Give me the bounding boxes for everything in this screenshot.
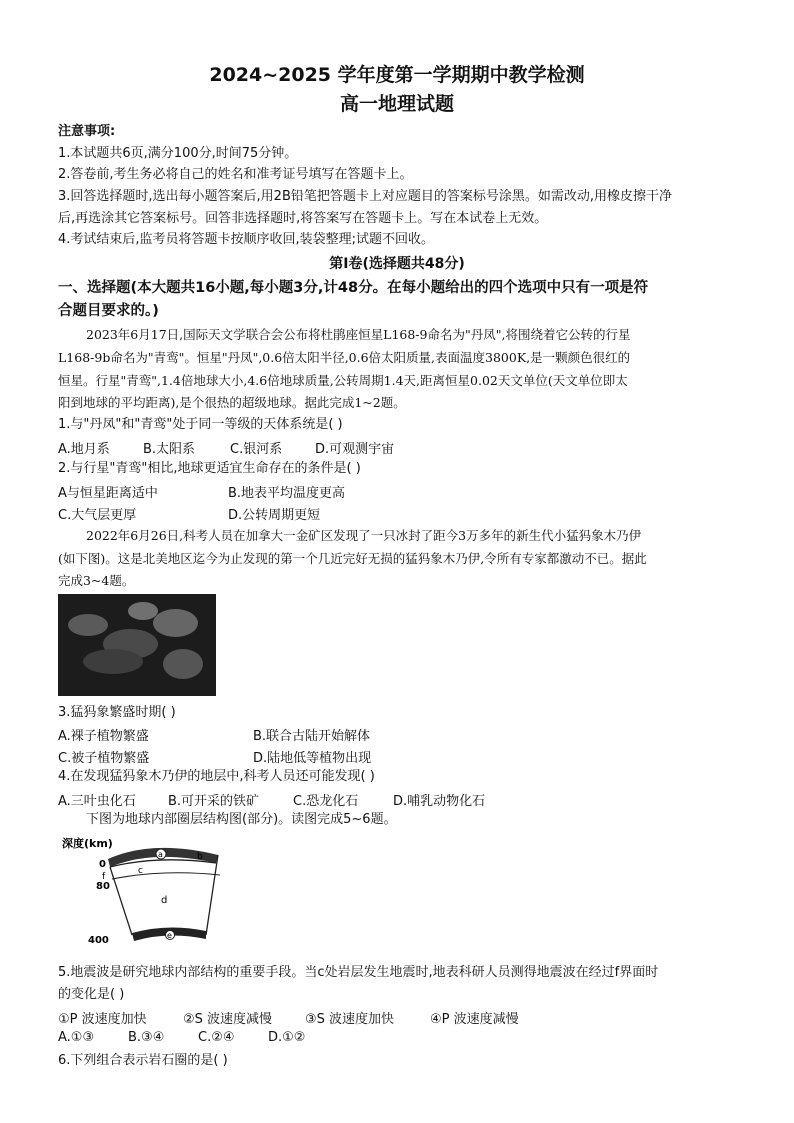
label-c: c — [138, 866, 143, 876]
section-instruction-cont: 合题目要求的。) — [58, 303, 159, 319]
section-instruction: 一、选择题(本大题共16小题,每小题3分,计48分。在每小题给出的四个选项中只有一项是符 — [58, 280, 649, 296]
q5-option-c: C.②④ — [198, 1030, 235, 1045]
q1-option-b: B.太阳系 — [143, 442, 196, 457]
note-item: 后,再选涂其它答案标号。回答非选择题时,将答案写在答题卡上。写在本试卷上无效。 — [58, 211, 548, 226]
passage-2-line: (如下图)。这是北美地区迄今为止发现的第一个几近完好无损的猛犸象木乃伊,令所有专家都激动不已。据此 — [58, 551, 647, 566]
boundary-f — [112, 873, 220, 879]
q5-statement-3: ③S 波速度加快 — [305, 1012, 395, 1027]
notes-heading: 注意事项: — [58, 124, 116, 139]
question-6-stem: 6.下列组合表示岩石圈的是( ) — [58, 1053, 228, 1068]
passage-2-line: 2022年6月26日,科考人员在加拿大一金矿区发现了一只冰封了距今3万多年的新生代小猛犸象木乃伊 — [86, 528, 642, 543]
tick-0: 0 — [99, 859, 106, 870]
q3-option-d: D.陆地低等植物出现 — [253, 751, 372, 766]
q4-option-b: B.可开采的铁矿 — [168, 794, 260, 809]
passage-3: 下图为地球内部圈层结构图(部分)。读图完成5~6题。 — [86, 812, 397, 827]
depth-axis-label: 深度(km) — [62, 837, 113, 850]
mammoth-mummy-photo — [58, 594, 216, 696]
exam-subtitle: 高一地理试题 — [339, 93, 454, 115]
section-title: 第Ⅰ卷(选择题共48分) — [329, 256, 465, 272]
q5-statement-1: ①P 波速度加快 — [58, 1012, 147, 1027]
label-f: f — [102, 872, 106, 882]
q2-option-b: B.地表平均温度更高 — [228, 486, 346, 501]
passage-1-line: 恒星。行星"青鸾",1.4倍地球大小,4.6倍地球质量,公转周期1.4天,距离恒星0.02天文单位(天文单位即太 — [58, 373, 628, 388]
q4-option-c: C.恐龙化石 — [293, 794, 359, 809]
passage-1-line: 2023年6月17日,国际天文学联合会公布将杜鹃座恒星L168-9命名为"丹凤",将围绕着它公转的行星 — [86, 327, 631, 342]
question-4-stem: 4.在发现猛犸象木乃伊的地层中,科考人员还可能发现( ) — [58, 769, 375, 784]
question-3-stem: 3.猛犸象繁盛时期( ) — [58, 705, 176, 720]
note-item: 1.本试题共6页,满分100分,时间75分钟。 — [58, 146, 298, 161]
earth-layers-diagram — [58, 835, 238, 950]
question-1-stem: 1.与"丹凤"和"青鸾"处于同一等级的天体系统是( ) — [58, 417, 343, 432]
q5-option-a: A.①③ — [58, 1030, 95, 1045]
q1-option-a: A.地月系 — [58, 442, 110, 457]
label-e: e — [167, 931, 172, 940]
passage-2-line: 完成3~4题。 — [58, 573, 135, 588]
question-5-stem: 5.地震波是研究地球内部结构的重要手段。当c处岩层发生地震时,地表科研人员测得地震波在经过f界面时 — [58, 965, 659, 980]
note-item: 2.答卷前,考生务必将自己的姓名和准考证号填写在答题卡上。 — [58, 167, 413, 182]
q2-option-d: D.公转周期更短 — [228, 508, 321, 523]
note-item: 4.考试结束后,监考员将答题卡按顺序收回,装袋整理;试题不回收。 — [58, 232, 435, 247]
tick-80: 80 — [96, 881, 110, 892]
label-d: d — [161, 895, 168, 906]
question-5-stem-cont: 的变化是( ) — [58, 987, 125, 1002]
q1-option-c: C.银河系 — [230, 442, 283, 457]
question-2-stem: 2.与行星"青鸾"相比,地球更适宜生命存在的条件是( ) — [58, 461, 361, 476]
tick-400: 400 — [88, 935, 109, 946]
q3-option-b: B.联合古陆开始解体 — [253, 729, 371, 744]
q5-option-d: D.①② — [268, 1030, 306, 1045]
passage-1-line: L168-9b命名为"青鸾"。恒星"丹凤",0.6倍太阳半径,0.6倍太阳质量,表面温度3800K,是一颗颜色很红的 — [58, 350, 631, 365]
q3-option-a: A.裸子植物繁盛 — [58, 729, 149, 744]
q1-option-d: D.可观测宇宙 — [315, 442, 395, 457]
q5-option-b: B.③④ — [128, 1030, 165, 1045]
q5-statement-4: ④P 波速度减慢 — [430, 1012, 519, 1027]
exam-title: 2024~2025 学年度第一学期期中教学检测 — [209, 64, 585, 86]
passage-1-line: 阳到地球的平均距离),是个很热的超级地球。据此完成1~2题。 — [58, 395, 406, 410]
q2-option-c: C.大气层更厚 — [58, 508, 137, 523]
note-item: 3.回答选择题时,选出每小题答案后,用2B铅笔把答题卡上对应题目的答案标号涂黑。如需改动,用橡皮擦干净 — [58, 189, 672, 204]
label-a: a — [158, 850, 163, 859]
q4-option-a: A.三叶虫化石 — [58, 794, 136, 809]
q5-statement-2: ②S 波速度减慢 — [183, 1012, 273, 1027]
q2-option-a: A与恒星距离适中 — [58, 486, 158, 501]
q4-option-d: D.哺乳动物化石 — [393, 794, 486, 809]
label-b: b — [197, 852, 203, 862]
q3-option-c: C.被子植物繁盛 — [58, 751, 150, 766]
